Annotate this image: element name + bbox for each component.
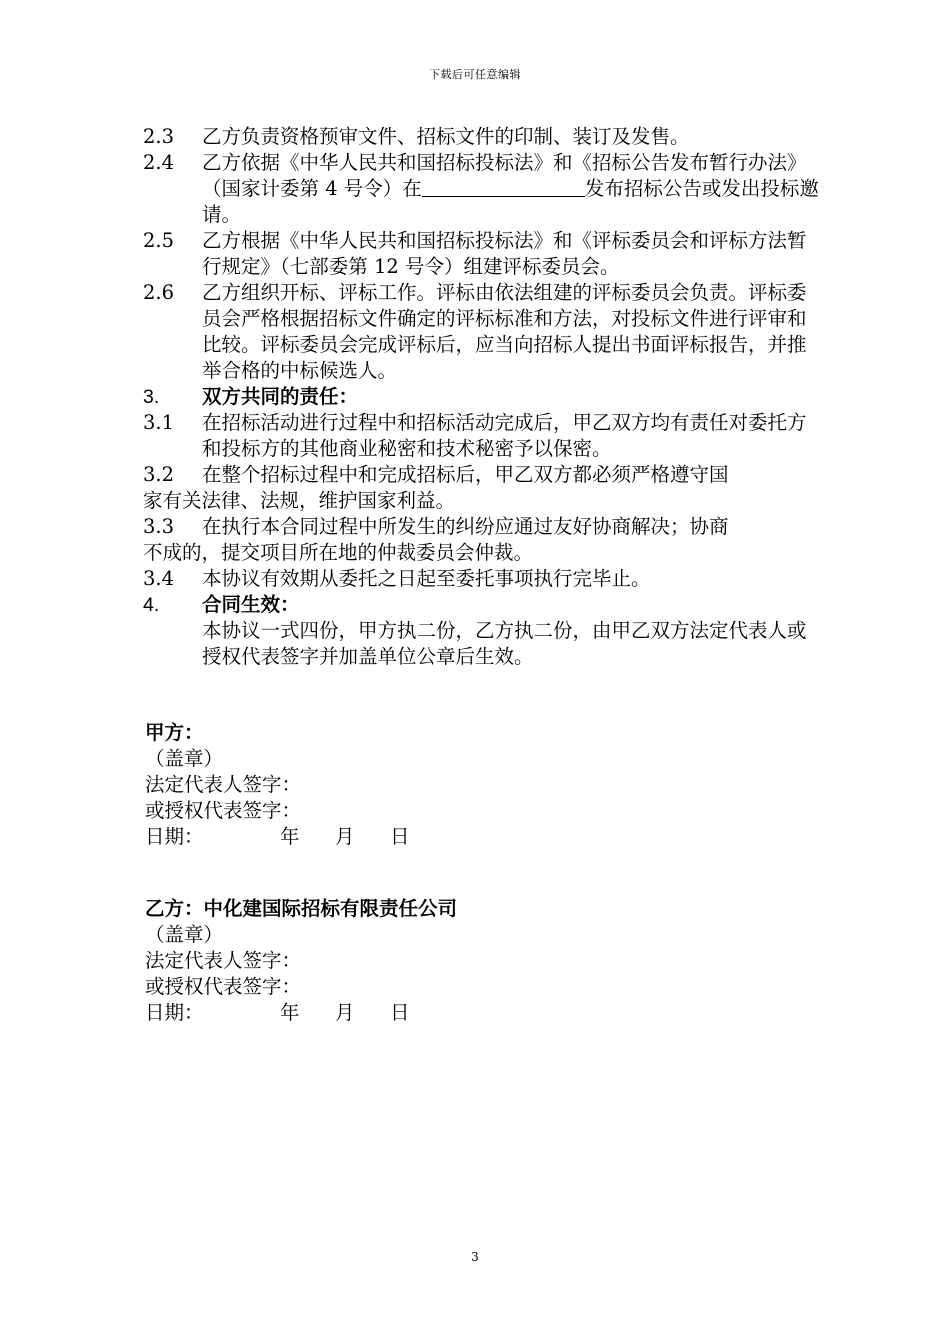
fill-in-blank (422, 176, 585, 197)
clause-text: 本协议有效期从委托之日起至委托事项执行完毕止。 (202, 567, 651, 590)
page-number: 3 (471, 1250, 479, 1264)
clause-text: 在整个招标过程中和完成招标后，甲乙双方都必须严格遵守国 (202, 463, 729, 486)
clause-number: 3.3 (143, 515, 175, 538)
date-year: 年 (280, 825, 300, 848)
party-a-legal-rep: 法定代表人签字： (145, 773, 302, 796)
date-year: 年 (280, 1001, 300, 1024)
clause-text (202, 150, 822, 228)
party-b-auth-rep: 或授权代表签字： (145, 975, 302, 998)
clause-number: 3.2 (143, 463, 175, 486)
clause-3-2 (143, 462, 843, 488)
clause-text-part: 发布招标公告或发出投标邀请。 (202, 177, 819, 226)
date-month: 月 (335, 825, 355, 848)
party-b-signature-block (145, 896, 457, 1026)
party-a-seal: （盖章） (145, 747, 224, 770)
clause-continuation: 家有关法律、法规，维护国家利益。 (143, 489, 456, 512)
clause-text: 乙方根据《中华人民共和国招标投标法》和《评标委员会和评标方法暂行规定》（七部委第 12 号令）组建评标委员会。 (202, 229, 807, 278)
date-day: 日 (390, 825, 410, 848)
clause-4-body (143, 618, 843, 670)
clause-number: 2.6 (143, 281, 175, 304)
clause-number: 3.1 (143, 411, 175, 434)
section-number: 3. (143, 386, 160, 408)
clause-3-4 (143, 566, 843, 592)
party-a-auth-rep: 或授权代表签字： (145, 799, 302, 822)
date-month: 月 (335, 1001, 355, 1024)
party-b-seal: （盖章） (145, 923, 224, 946)
clause-2-6 (143, 280, 843, 384)
section-number: 4. (143, 594, 160, 616)
section-3-heading (143, 384, 843, 410)
date-label: 日期： (145, 825, 204, 848)
party-a-signature-block (145, 720, 410, 850)
clause-number: 2.3 (143, 125, 175, 148)
clause-text: 乙方组织开标、评标工作。评标由依法组建的评标委员会负责。评标委员会严格根据招标文件确定的评标标准和方法，对投标文件进行评审和比较。评标委员会完成评标后，应当向招标人提出书面评标报告，并推举合格的中标候选人。 (202, 281, 807, 382)
clause-text-part: 乙方依据《中华人民共和国招标投标法》和《招标公告发布暂行办法》（国家计委第 4 号令）在 (202, 151, 807, 200)
party-a-date-row (145, 824, 410, 850)
clause-2-3 (143, 124, 843, 150)
party-b-label: 乙方：中化建国际招标有限责任公司 (145, 898, 458, 920)
contract-body (143, 124, 843, 670)
clause-3-1 (143, 410, 843, 462)
party-a-label: 甲方： (145, 722, 204, 744)
clause-continuation: 不成的，提交项目所在地的仲裁委员会仲裁。 (143, 541, 534, 564)
clause-number: 2.5 (143, 229, 175, 252)
clause-2-4 (143, 150, 843, 228)
party-b-date-row (145, 1000, 457, 1026)
party-b-legal-rep: 法定代表人签字： (145, 949, 302, 972)
clause-text: 在招标活动进行过程中和招标活动完成后，甲乙双方均有责任对委托方和投标方的其他商业秘密和技术秘密予以保密。 (202, 411, 807, 460)
clause-text: 本协议一式四份，甲方执二份，乙方执二份，由甲乙双方法定代表人或授权代表签字并加盖单位公章后生效。 (202, 619, 807, 668)
section-title: 合同生效： (202, 594, 300, 616)
clause-number-spacer (143, 618, 202, 670)
date-day: 日 (390, 1001, 410, 1024)
clause-3-3 (143, 514, 843, 540)
clause-text: 在执行本合同过程中所发生的纠纷应通过友好协商解决；协商 (202, 515, 729, 538)
clause-2-5 (143, 228, 843, 280)
date-label: 日期： (145, 1001, 204, 1024)
section-4-heading (143, 592, 843, 618)
clause-number: 2.4 (143, 151, 175, 174)
clause-text: 乙方负责资格预审文件、招标文件的印制、装订及发售。 (202, 125, 690, 148)
clause-number: 3.4 (143, 567, 175, 590)
section-title: 双方共同的责任： (202, 386, 359, 408)
page-header: 下载后可任意编辑 (429, 68, 521, 81)
